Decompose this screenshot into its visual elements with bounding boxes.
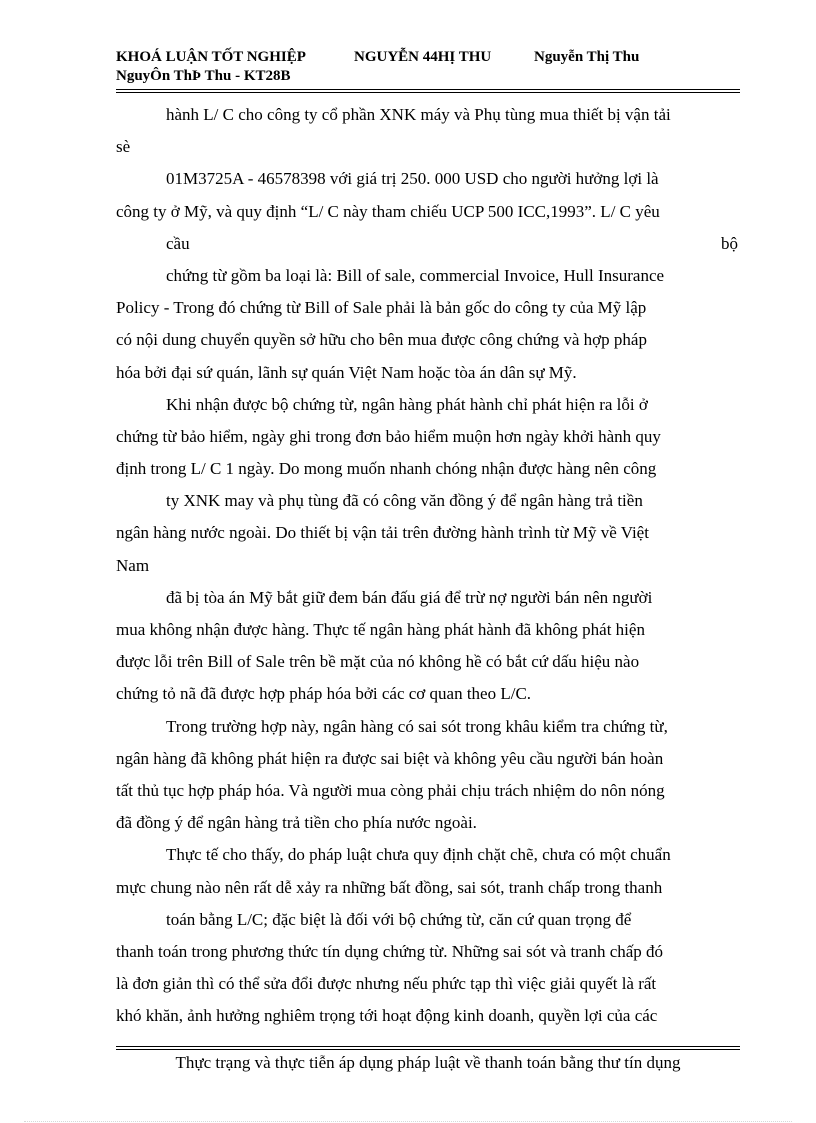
text-line: hành L/ C cho công ty cổ phần XNK máy và Phụ tùng mua thiết bị vận tải [166, 105, 671, 124]
running-header [116, 49, 738, 85]
footer-rule-top [116, 1046, 740, 1047]
text-line: Policy - Trong đó chứng từ Bill of Sale phải là bản gốc do công ty của Mỹ lập [116, 298, 647, 318]
text-line: Thực tế cho thấy, do pháp luật chưa quy định chặt chẽ, chưa có một chuẩn [166, 845, 671, 865]
text-line: Nam [116, 555, 150, 575]
text-line: ngân hàng đã không phát hiện ra được sai biệt và không yêu cầu người bán hoàn [116, 748, 664, 768]
running-footer: Thực trạng và thực tiễn áp dụng pháp luật về thanh toán bằng thư tín dụng [175, 1053, 681, 1072]
text-fragment: cầu [166, 233, 190, 253]
text-line: mực chung nào nên rất dễ xảy ra những bất đồng, sai sót, tranh chấp trong thanh [116, 877, 663, 897]
text-line: 01M3725A - 46578398 với giá trị 250. 000 USD cho người hưởng lợi là [166, 169, 659, 189]
text-line: chứng tỏ nã đã được hợp pháp hóa bởi các cơ quan theo L/C. [116, 684, 532, 704]
text-line: mua không nhận được hàng. Thực tế ngân hàng phát hành đã không phát hiện [116, 620, 645, 639]
text-line: Khi nhận được bộ chứng từ, ngân hàng phát hành chỉ phát hiện ra lỗi ở [166, 394, 648, 414]
text-line: định trong L/ C 1 ngày. Do mong muốn nhanh chóng nhận được hàng nên công [116, 459, 657, 479]
author-class: NguyÔn ThÞ Thu - KT28B [116, 68, 291, 84]
text-line: được lỗi trên Bill of Sale trên bề mặt của nó không hề có bắt cứ dấu hiệu nào [116, 652, 640, 672]
text-line [116, 228, 738, 260]
text-line: toán bằng L/C; đặc biệt là đối với bộ chứng từ, căn cứ quan trọng để [166, 909, 632, 929]
text-line: chứng từ gồm ba loại là: Bill of sale, commercial Invoice, Hull Insurance [166, 265, 665, 285]
text-line: ty XNK may và phụ tùng đã có công văn đồng ý để ngân hàng trả tiền [166, 491, 643, 511]
text-line: hóa bởi đại sứ quán, lãnh sự quán Việt Nam hoặc tòa án dân sự Mỹ. [116, 362, 577, 382]
text-line: là đơn giản thì có thể sửa đổi được nhưng nếu phức tạp thì việc giải quyết là rất [116, 974, 657, 994]
text-line: chứng từ bảo hiểm, ngày ghi trong đơn bảo hiểm muộn hơn ngày khởi hành quy [116, 426, 661, 446]
text-line: Trong trường hợp này, ngân hàng có sai sót trong khâu kiểm tra chứng từ, [166, 716, 668, 736]
body-text [116, 99, 738, 1032]
footer-rule-bottom [116, 1049, 740, 1050]
text-line: công ty ở Mỹ, và quy định “L/ C này tham chiếu UCP 500 ICC,1993”. L/ C yêu [116, 201, 660, 221]
text-line: ngân hàng nước ngoài. Do thiết bị vận tải trên đường hành trình từ Mỹ về Việt [116, 523, 649, 543]
page-edge-dots [24, 1121, 792, 1122]
text-line: khó khăn, ảnh hưởng nghiêm trọng tới hoạt động kinh doanh, quyền lợi của các [116, 1006, 658, 1026]
text-line: đã đồng ý để ngân hàng trả tiền cho phía nước ngoài. [116, 813, 477, 833]
text-line: tất thủ tục hợp pháp hóa. Và người mua còng phải chịu trách nhiệm do nôn nóng [116, 780, 665, 800]
author-name-caps: NGUYỄN 44HỊ THU [354, 49, 492, 65]
text-line: có nội dung chuyển quyền sở hữu cho bên mua được công chứng và hợp pháp [116, 330, 647, 350]
author-name: Nguyễn Thị Thu [534, 49, 640, 65]
text-fragment: bộ [721, 233, 738, 253]
header-rule-top [116, 89, 740, 90]
text-line: sè [116, 137, 131, 157]
header-rule-bottom [116, 92, 740, 93]
thesis-label: KHOÁ LUẬN TỐT NGHIỆP [116, 49, 306, 65]
text-line: thanh toán trong phương thức tín dụng chứng từ. Những sai sót và tranh chấp đó [116, 941, 664, 961]
text-line: đã bị tòa án Mỹ bắt giữ đem bán đấu giá để trừ nợ người bán nên người [166, 587, 653, 607]
